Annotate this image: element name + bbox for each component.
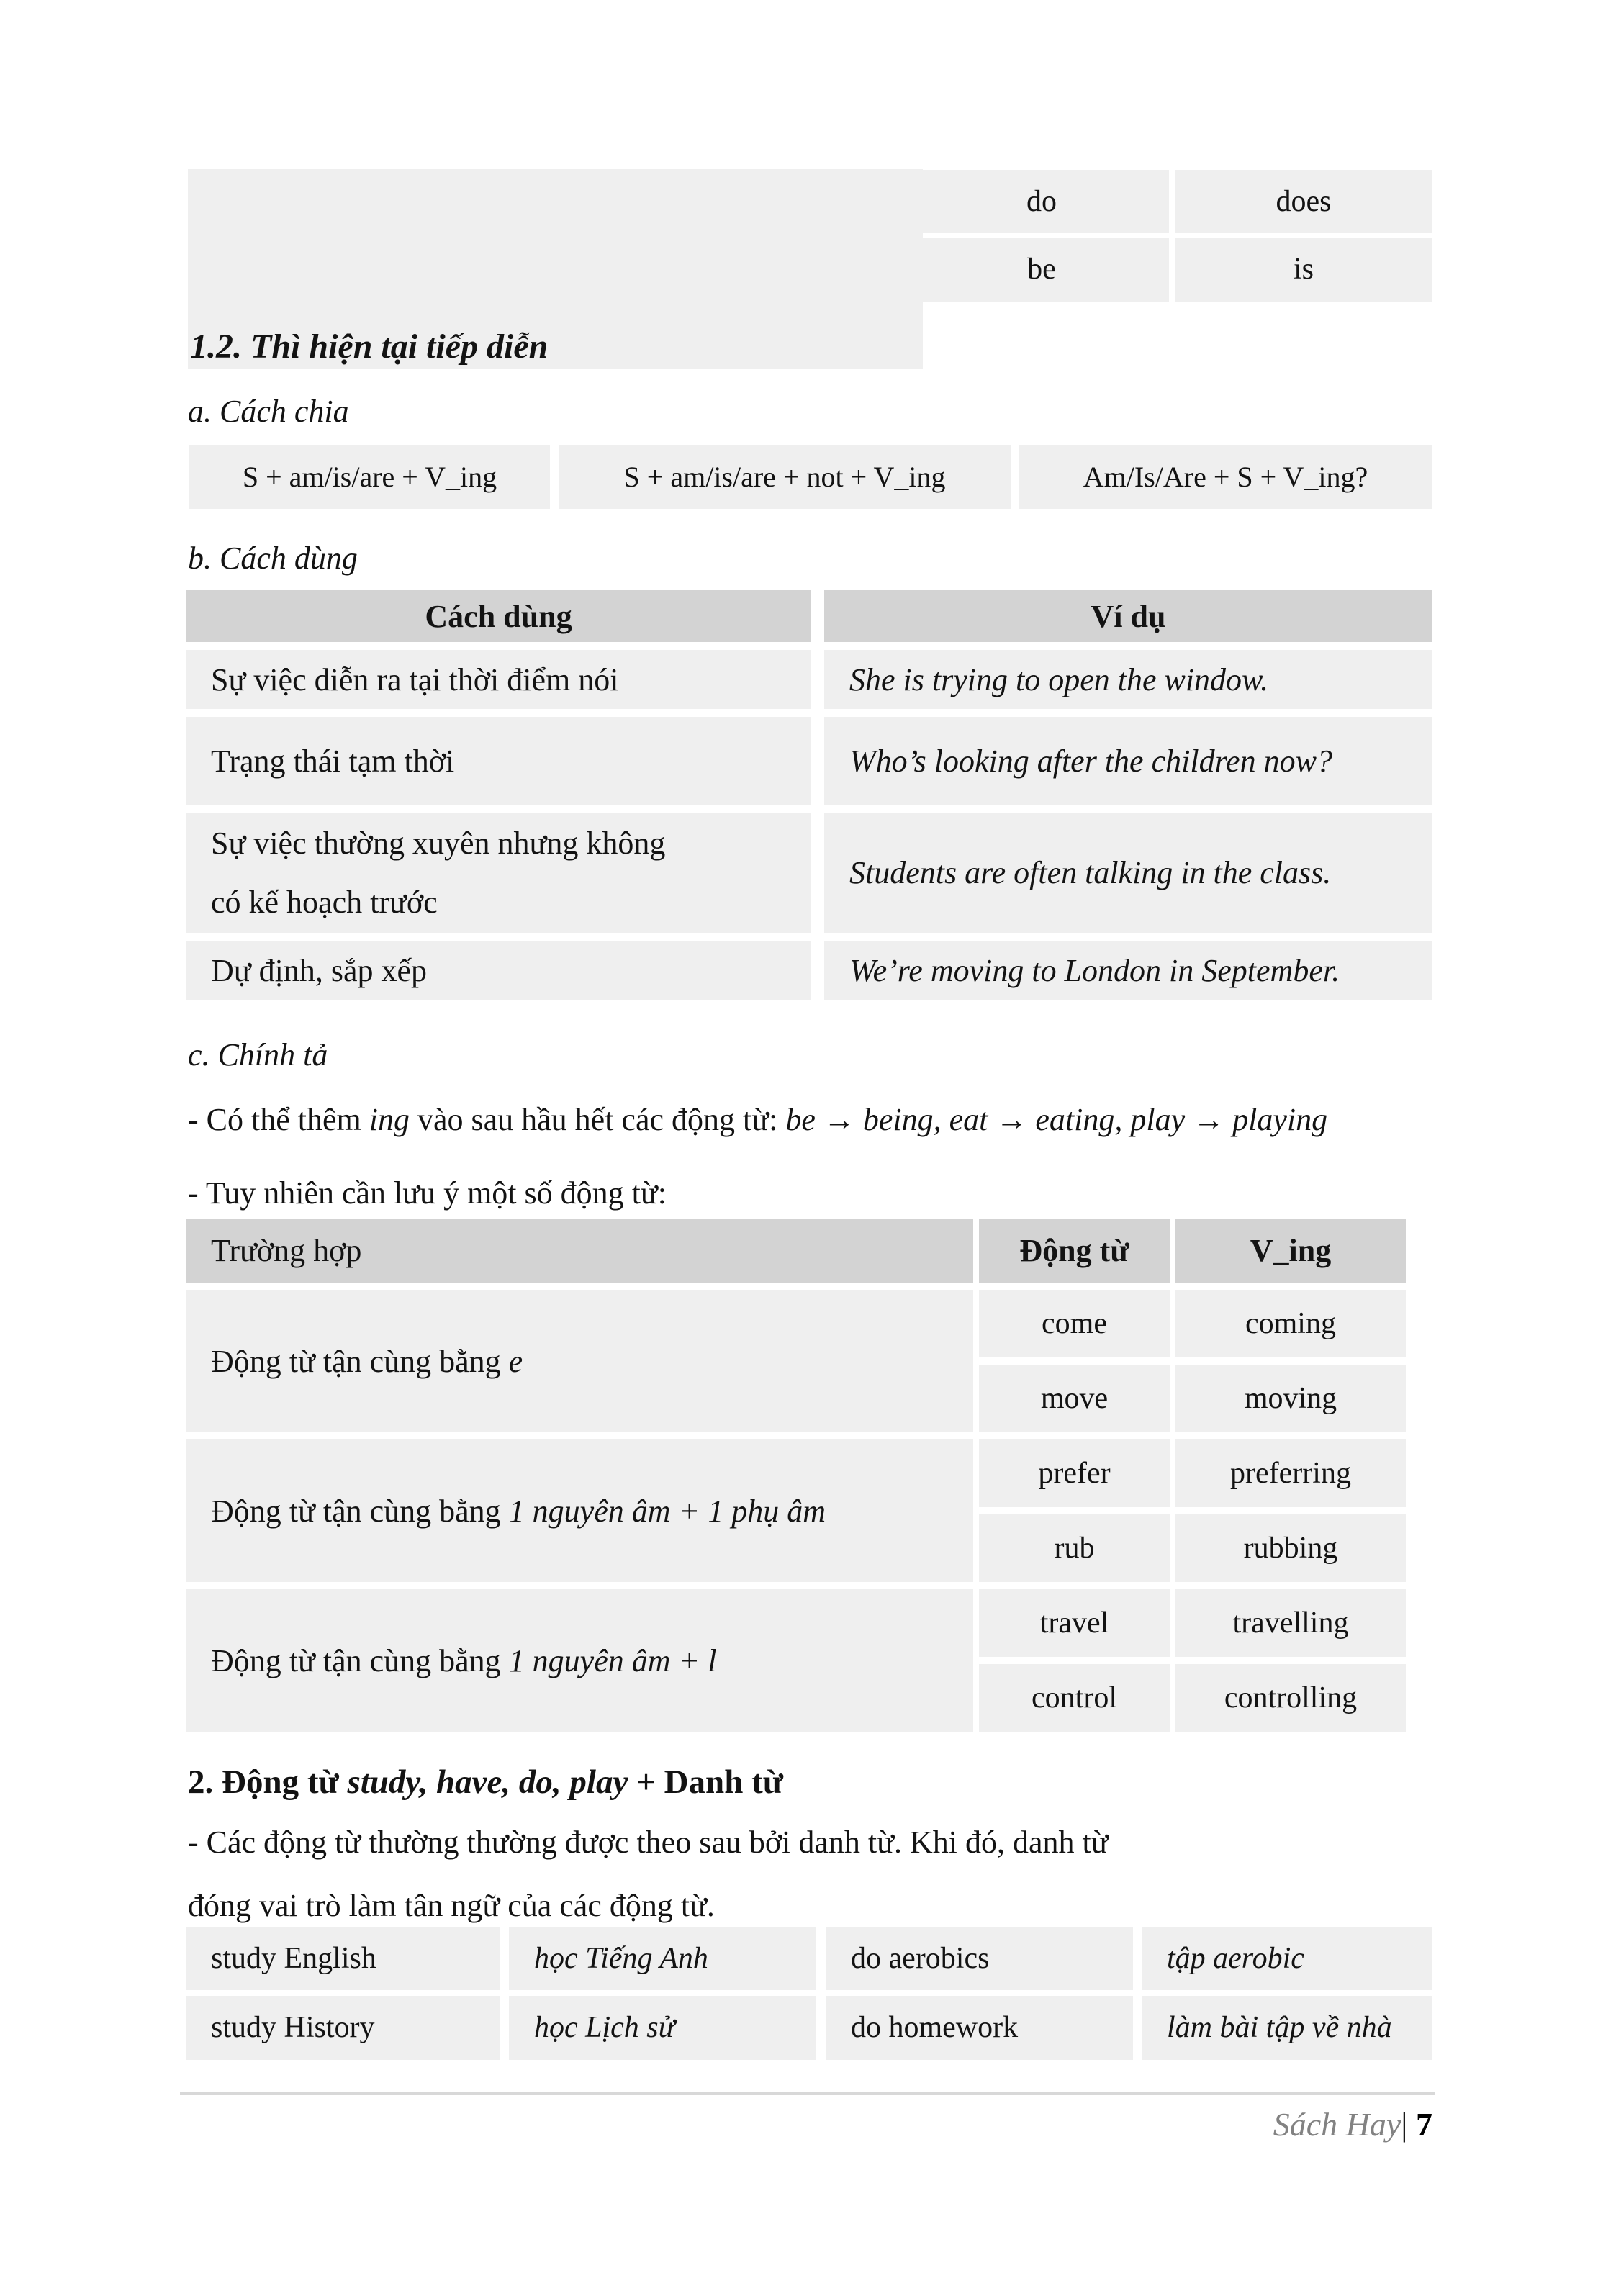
sub-heading-a: a. Cách chia bbox=[188, 394, 349, 429]
case-e-text bbox=[211, 1342, 523, 1381]
ving-coming: coming bbox=[1175, 1290, 1406, 1357]
table-cell-is: is bbox=[1175, 238, 1432, 302]
usage-table-header-usage: Cách dùng bbox=[186, 590, 811, 642]
section-2-para-line-1: - Các động từ thường thường được theo sau bởi danh từ. Khi đó, danh từ bbox=[188, 1825, 1109, 1860]
usage-row-4-example: We’re moving to London in September. bbox=[824, 941, 1432, 1000]
spelling-header-ving: V_ing bbox=[1175, 1219, 1406, 1283]
verb-control: control bbox=[979, 1664, 1170, 1732]
section-heading-2 bbox=[188, 1762, 783, 1802]
spelling-header-verb: Động từ bbox=[979, 1219, 1170, 1283]
phrase-do-aerobics: do aerobics bbox=[826, 1927, 1133, 1990]
usage-table-header-example: Ví dụ bbox=[824, 590, 1432, 642]
case-vc-prefix: Động từ tận cùng bằng bbox=[211, 1493, 509, 1529]
note-1-examples: be → being, eat → eating, play → playing bbox=[785, 1102, 1328, 1137]
note-1-ing: ing bbox=[369, 1102, 410, 1137]
footer-page-number: 7 bbox=[1416, 2106, 1432, 2143]
page-footer bbox=[716, 2105, 1432, 2144]
carryover-cell-block bbox=[188, 169, 923, 369]
sub-heading-c: c. Chính tả bbox=[188, 1037, 328, 1072]
usage-row-3-line-1: Sự việc thường xuyên nhưng không bbox=[211, 826, 666, 862]
heading-2-suffix: + Danh từ bbox=[628, 1763, 783, 1801]
sub-heading-b: b. Cách dùng bbox=[188, 541, 358, 576]
usage-row-3-usage-text bbox=[211, 814, 665, 931]
case-vl-em: 1 nguyên âm + l bbox=[508, 1642, 717, 1678]
case-vc-em: 1 nguyên âm + 1 phụ âm bbox=[508, 1493, 826, 1529]
case-e-prefix: Động từ tận cùng bằng bbox=[211, 1343, 509, 1379]
verb-rub: rub bbox=[979, 1514, 1170, 1582]
formula-question: Am/Is/Are + S + V_ing? bbox=[1019, 445, 1432, 509]
footer-space bbox=[1408, 2106, 1417, 2143]
case-vc-text bbox=[211, 1491, 826, 1531]
ving-rubbing: rubbing bbox=[1175, 1514, 1406, 1582]
phrase-study-english: study English bbox=[186, 1927, 500, 1990]
footer-separator: | bbox=[1401, 2106, 1408, 2143]
phrase-do-homework: do homework bbox=[826, 1996, 1133, 2060]
verb-move: move bbox=[979, 1365, 1170, 1432]
usage-row-3-example: Students are often talking in the class. bbox=[824, 813, 1432, 933]
ving-moving: moving bbox=[1175, 1365, 1406, 1432]
phrase-hoc-lich-su: học Lịch sử bbox=[509, 1996, 816, 2060]
formula-affirmative: S + am/is/are + V_ing bbox=[189, 445, 550, 509]
ving-travelling: travelling bbox=[1175, 1589, 1406, 1657]
phrase-hoc-tieng-anh: học Tiếng Anh bbox=[509, 1927, 816, 1990]
heading-2-prefix: 2. Động từ bbox=[188, 1763, 348, 1801]
section-2-para-line-2: đóng vai trò làm tân ngữ của các động từ. bbox=[188, 1888, 715, 1923]
phrase-lam-bai-tap: làm bài tập về nhà bbox=[1142, 1996, 1432, 2060]
case-vl-text bbox=[211, 1641, 716, 1681]
case-vl-prefix: Động từ tận cùng bằng bbox=[211, 1642, 509, 1678]
note-1-middle: vào sau hầu hết các động từ: bbox=[409, 1102, 786, 1137]
table-cell-be: be bbox=[914, 238, 1169, 302]
usage-row-2-usage: Trạng thái tạm thời bbox=[186, 717, 811, 805]
usage-row-3-line-2: có kế hoạch trước bbox=[211, 884, 438, 920]
ving-preferring: preferring bbox=[1175, 1439, 1406, 1507]
verb-come: come bbox=[979, 1290, 1170, 1357]
spelling-case-vowel-consonant bbox=[186, 1439, 973, 1582]
ving-controlling: controlling bbox=[1175, 1664, 1406, 1732]
usage-row-2-example: Who’s looking after the children now? bbox=[824, 717, 1432, 805]
table-cell-does: does bbox=[1175, 170, 1432, 233]
spelling-case-e bbox=[186, 1290, 973, 1432]
spelling-case-vowel-l bbox=[186, 1589, 973, 1732]
phrase-tap-aerobic: tập aerobic bbox=[1142, 1927, 1432, 1990]
formula-negative: S + am/is/are + not + V_ing bbox=[559, 445, 1011, 509]
section-heading-1-2: 1.2. Thì hiện tại tiếp diễn bbox=[190, 327, 549, 366]
phrase-study-history: study History bbox=[186, 1996, 500, 2060]
heading-2-verbs: study, have, do, play bbox=[347, 1763, 628, 1801]
usage-row-1-usage: Sự việc diễn ra tại thời điểm nói bbox=[186, 650, 811, 709]
table-cell-do: do bbox=[914, 170, 1169, 233]
note-1-prefix: - Có thể thêm bbox=[188, 1102, 369, 1137]
usage-row-4-usage: Dự định, sắp xếp bbox=[186, 941, 811, 1000]
spelling-note-1 bbox=[188, 1100, 1327, 1139]
usage-row-3-usage bbox=[186, 813, 811, 933]
case-e-em: e bbox=[508, 1343, 523, 1379]
verb-prefer: prefer bbox=[979, 1439, 1170, 1507]
footer-divider bbox=[180, 2092, 1435, 2095]
spelling-header-case: Trường hợp bbox=[186, 1219, 973, 1283]
verb-travel: travel bbox=[979, 1589, 1170, 1657]
footer-brand: Sách Hay bbox=[1273, 2106, 1401, 2143]
spelling-note-2: - Tuy nhiên cần lưu ý một số động từ: bbox=[188, 1175, 667, 1211]
usage-row-1-example: She is trying to open the window. bbox=[824, 650, 1432, 709]
